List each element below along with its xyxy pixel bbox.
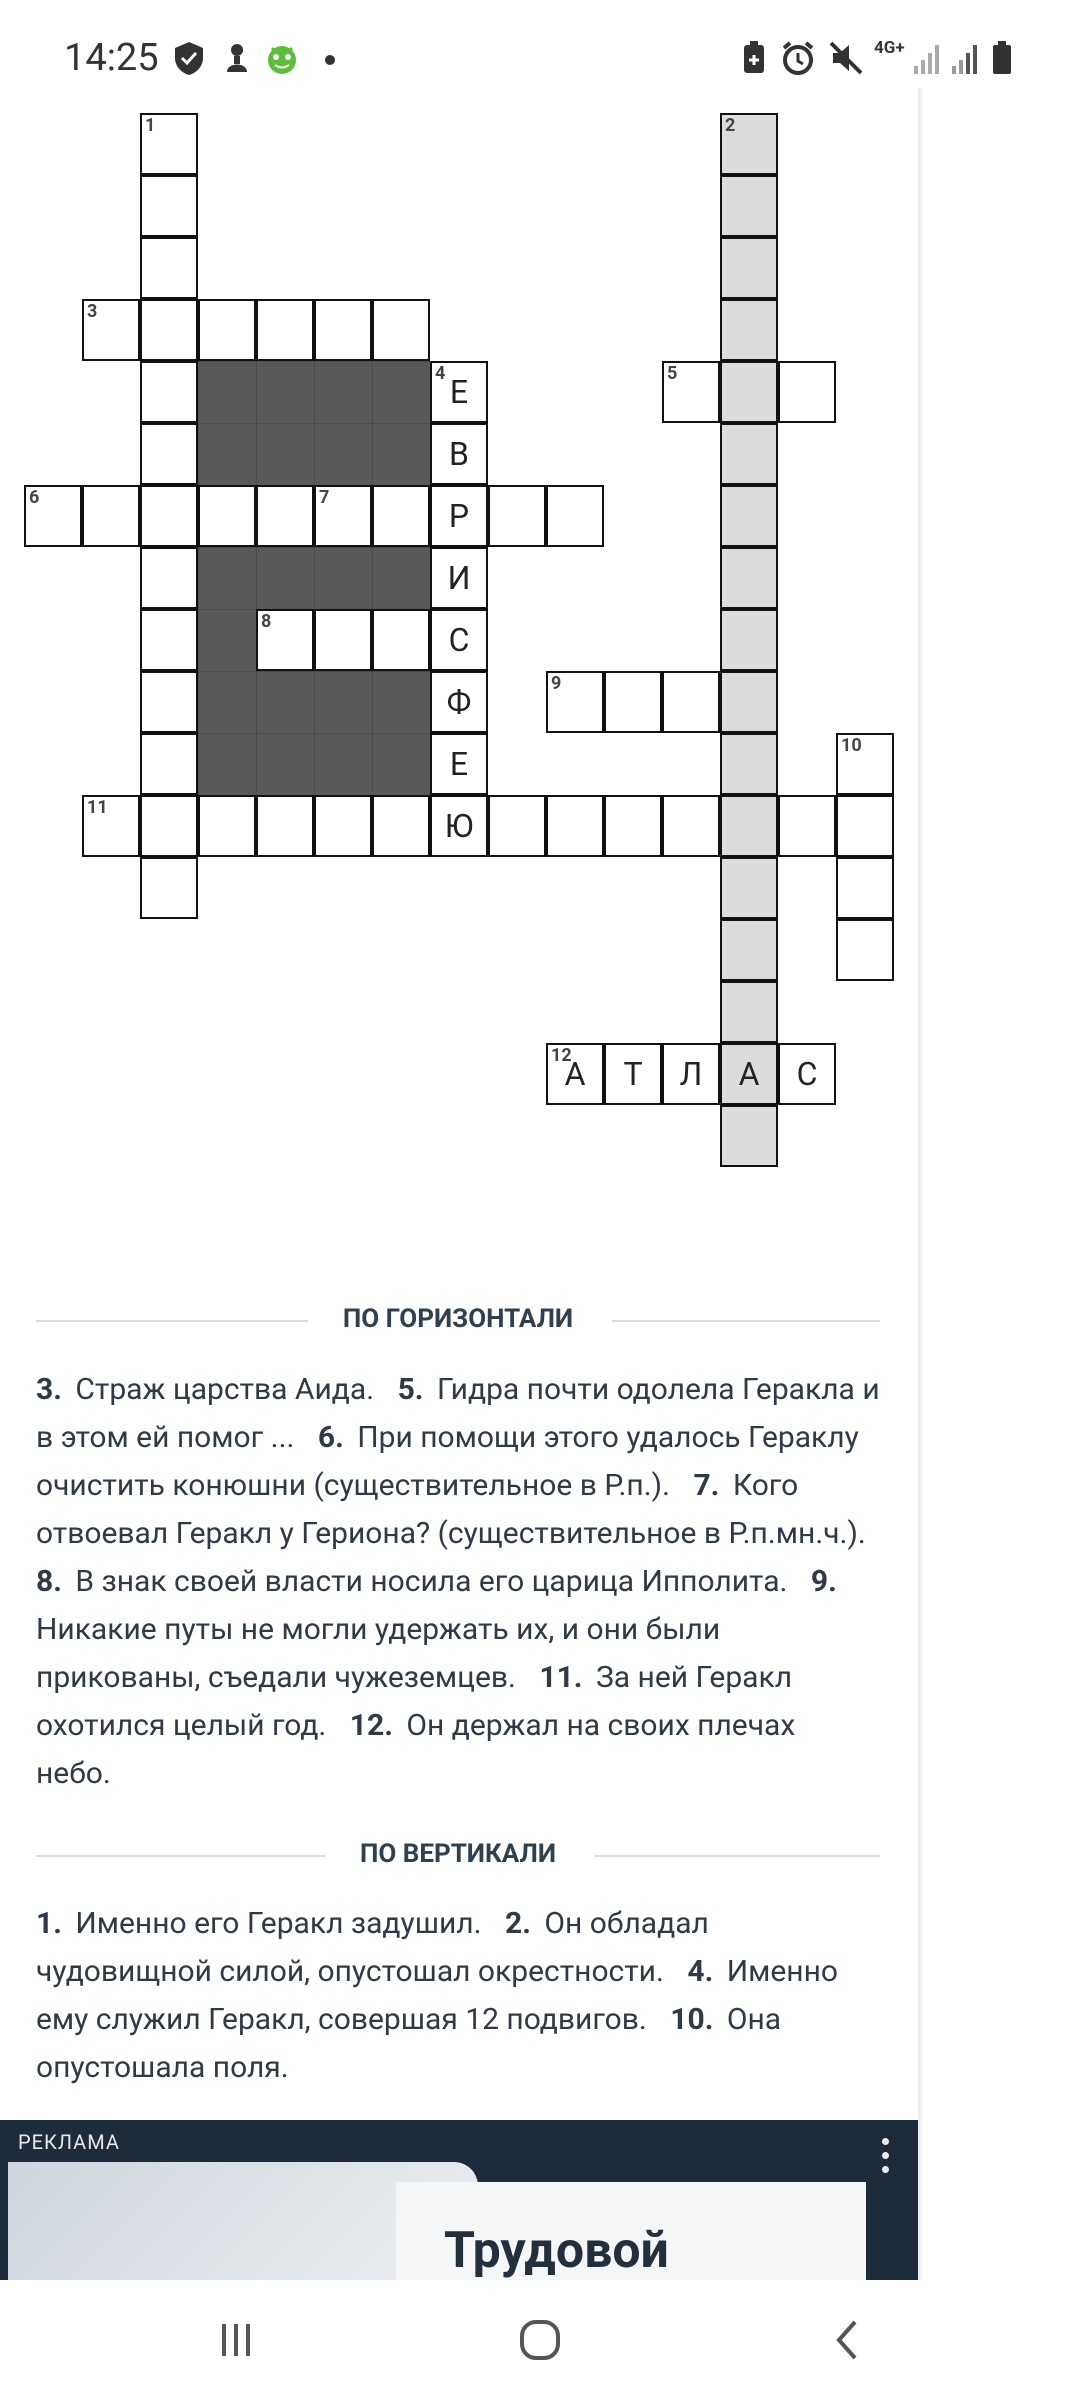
crossword-cell[interactable] <box>836 919 894 981</box>
cell-number: 11 <box>87 797 108 818</box>
cell-letter: Ф <box>446 683 472 721</box>
cell-letter: Е <box>449 373 469 411</box>
crossword-cell[interactable] <box>720 671 778 733</box>
cell-number: 7 <box>319 487 330 508</box>
crossword-cell[interactable] <box>314 485 372 547</box>
crossword-cell[interactable] <box>720 609 778 671</box>
crossword-cell[interactable] <box>662 671 720 733</box>
clue-item: 6. При помощи этого удалось Гераклу очистить конюшни (существительное в Р.п.). <box>36 1420 859 1503</box>
crossword-cell[interactable] <box>720 237 778 299</box>
clue-item: 12. Он держал на своих плечах небо. <box>36 1708 796 1791</box>
android-debug-icon <box>222 40 252 76</box>
cell-letter: Р <box>448 497 470 535</box>
crossword-cell[interactable] <box>720 113 778 175</box>
crossword-cell[interactable] <box>82 299 140 361</box>
cell-letter: С <box>448 621 470 659</box>
crossword-cell[interactable] <box>604 795 662 857</box>
cell-number: 4 <box>435 363 446 384</box>
cell-number: 10 <box>841 735 862 756</box>
shaded-block <box>198 671 430 795</box>
crossword-cell[interactable] <box>140 361 198 423</box>
clue-item: 8. В знак своей власти носила его царица Ипполита. <box>36 1564 788 1599</box>
crossword-cell[interactable] <box>720 1105 778 1167</box>
crossword-cell[interactable] <box>720 299 778 361</box>
crossword-cell[interactable] <box>256 609 314 671</box>
crossword-cell[interactable] <box>836 733 894 795</box>
crossword-cell[interactable] <box>140 857 198 919</box>
green-bug-icon <box>264 40 300 76</box>
dot-icon <box>324 40 336 76</box>
vertical-section-title: ПО ВЕРТИКАЛИ <box>359 1839 557 1869</box>
shield-check-icon <box>172 40 206 76</box>
home-button[interactable] <box>500 2310 580 2370</box>
ad-card <box>396 2182 866 2280</box>
cell-letter: И <box>447 559 471 597</box>
crossword-cell[interactable] <box>430 547 488 609</box>
crossword-cell[interactable] <box>546 1043 604 1105</box>
home-icon <box>518 2318 562 2362</box>
ad-label: РЕКЛАМА <box>18 2130 120 2154</box>
clue-item: 4. Именно ему служил Геракл, совершая 12 подвигов. <box>36 1954 839 2037</box>
crossword-cell[interactable] <box>430 485 488 547</box>
crossword-cell[interactable] <box>140 175 198 237</box>
crossword-cell[interactable] <box>140 609 198 671</box>
crossword-cell[interactable] <box>662 361 720 423</box>
horizontal-clues <box>36 1366 886 1798</box>
crossword-cell[interactable] <box>430 671 488 733</box>
crossword-cell[interactable] <box>430 609 488 671</box>
crossword-cell[interactable] <box>372 609 430 671</box>
signal-icon <box>912 40 942 76</box>
crossword-cell[interactable] <box>836 795 894 857</box>
recent-apps-button[interactable] <box>196 2310 276 2370</box>
crossword-cell[interactable] <box>24 485 82 547</box>
crossword-cell[interactable] <box>720 919 778 981</box>
clue-item: 10. Она опустошала поля. <box>36 2002 782 2085</box>
navigation-bar <box>0 2280 1080 2400</box>
alarm-icon <box>780 40 816 76</box>
more-options-icon[interactable] <box>882 2138 890 2180</box>
crossword-cell[interactable] <box>314 609 372 671</box>
cell-letter: А <box>738 1055 760 1093</box>
clue-item: 2. Он обладал чудовищной силой, опустошал окрестности. <box>36 1906 709 1989</box>
crossword-cell[interactable] <box>488 795 546 857</box>
status-bar <box>0 0 1080 88</box>
cell-letter: В <box>449 435 469 473</box>
crossword-cell[interactable] <box>604 671 662 733</box>
cell-number: 12 <box>551 1045 572 1066</box>
crossword-cell[interactable] <box>140 547 198 609</box>
cell-letter: С <box>796 1055 818 1093</box>
crossword-cell[interactable] <box>720 857 778 919</box>
crossword-cell[interactable] <box>256 795 314 857</box>
crossword-cell[interactable] <box>372 795 430 857</box>
crossword-cell[interactable] <box>488 485 546 547</box>
crossword-cell[interactable] <box>198 485 256 547</box>
clue-item: 9. Никакие путы не могли удержать их, и они были прикованы, съедали чужеземцев. <box>36 1564 837 1695</box>
crossword-cell[interactable] <box>140 423 198 485</box>
crossword-cell[interactable] <box>198 299 256 361</box>
cell-letter: Е <box>449 745 469 783</box>
crossword-cell[interactable] <box>372 299 430 361</box>
cell-number: 5 <box>667 363 678 384</box>
ad-title: Трудовой <box>444 2222 669 2280</box>
crossword-cell[interactable] <box>720 547 778 609</box>
crossword-cell[interactable] <box>82 795 140 857</box>
crossword-cell[interactable] <box>256 299 314 361</box>
cell-number: 2 <box>725 115 736 136</box>
crossword-cell[interactable] <box>430 423 488 485</box>
crossword-cell[interactable] <box>546 671 604 733</box>
crossword-cell[interactable] <box>140 113 198 175</box>
crossword-cell[interactable] <box>720 175 778 237</box>
shaded-block <box>198 361 430 485</box>
cell-letter: Т <box>623 1055 643 1093</box>
cell-letter: А <box>564 1055 586 1093</box>
cell-number: 9 <box>551 673 562 694</box>
crossword-cell[interactable] <box>720 981 778 1043</box>
4g-plus-icon: 4G+ <box>874 38 905 58</box>
shaded-block <box>198 609 256 671</box>
battery-icon <box>990 40 1014 76</box>
crossword-cell[interactable] <box>140 733 198 795</box>
crossword-cell[interactable] <box>720 361 778 423</box>
crossword-cell[interactable] <box>546 485 604 547</box>
clue-item: 3. Страж царства Аида. <box>36 1372 375 1407</box>
crossword-cell[interactable] <box>778 1043 836 1105</box>
horizontal-section-header <box>36 1300 880 1340</box>
crossword-cell[interactable] <box>546 795 604 857</box>
shaded-block <box>198 547 430 609</box>
crossword-cell[interactable] <box>314 299 372 361</box>
divider-line <box>612 1320 880 1322</box>
clue-item: 5. Гидра почти одолела Геракла и в этом ей помог ... <box>36 1372 880 1455</box>
mute-icon <box>828 40 864 76</box>
crossword-cell[interactable] <box>720 733 778 795</box>
crossword-cell[interactable] <box>720 423 778 485</box>
cell-number: 8 <box>261 611 272 632</box>
cell-letter: Ю <box>444 807 474 845</box>
back-icon <box>831 2318 861 2362</box>
crossword-cell[interactable] <box>604 1043 662 1105</box>
crossword-cell[interactable] <box>430 795 488 857</box>
crossword-cell[interactable] <box>662 795 720 857</box>
crossword-cell[interactable] <box>140 299 198 361</box>
cell-number: 3 <box>87 301 98 322</box>
crossword-cell[interactable] <box>778 795 836 857</box>
crossword-cell[interactable] <box>256 485 314 547</box>
vertical-section-header <box>36 1835 880 1875</box>
crossword-cell[interactable] <box>662 1043 720 1105</box>
crossword-cell[interactable] <box>140 671 198 733</box>
clue-item: 11. За ней Геракл охотился целый год. <box>36 1660 793 1743</box>
clue-item: 7. Кого отвоевал Геракл у Гериона? (существительное в Р.п.мн.ч.). <box>36 1468 866 1551</box>
content-edge-shadow <box>918 88 924 2280</box>
vertical-clues <box>36 1900 886 2092</box>
battery-saver-icon <box>740 40 768 76</box>
crossword-cell[interactable] <box>720 795 778 857</box>
signal-icon <box>950 40 980 76</box>
cell-letter: Л <box>679 1055 703 1093</box>
recent-apps-icon <box>216 2320 256 2360</box>
crossword-cell[interactable] <box>720 1043 778 1105</box>
cell-number: 6 <box>29 487 40 508</box>
divider-line <box>594 1855 880 1857</box>
crossword-cell[interactable] <box>82 485 140 547</box>
crossword-grid <box>0 88 918 1238</box>
crossword-cell[interactable] <box>720 485 778 547</box>
crossword-cell[interactable] <box>430 361 488 423</box>
crossword-cell[interactable] <box>140 485 198 547</box>
crossword-cell[interactable] <box>372 485 430 547</box>
crossword-cell[interactable] <box>836 857 894 919</box>
ad-banner[interactable] <box>0 2120 918 2280</box>
crossword-cell[interactable] <box>314 795 372 857</box>
crossword-cell[interactable] <box>778 361 836 423</box>
status-time: 14:25 <box>64 36 159 80</box>
crossword-cell[interactable] <box>430 733 488 795</box>
horizontal-section-title: ПО ГОРИЗОНТАЛИ <box>342 1304 574 1334</box>
clue-item: 1. Именно его Геракл задушил. <box>36 1906 482 1941</box>
crossword-cell[interactable] <box>198 795 256 857</box>
back-button[interactable] <box>806 2310 886 2370</box>
crossword-cell[interactable] <box>140 237 198 299</box>
cell-number: 1 <box>145 115 156 136</box>
crossword-cell[interactable] <box>140 795 198 857</box>
